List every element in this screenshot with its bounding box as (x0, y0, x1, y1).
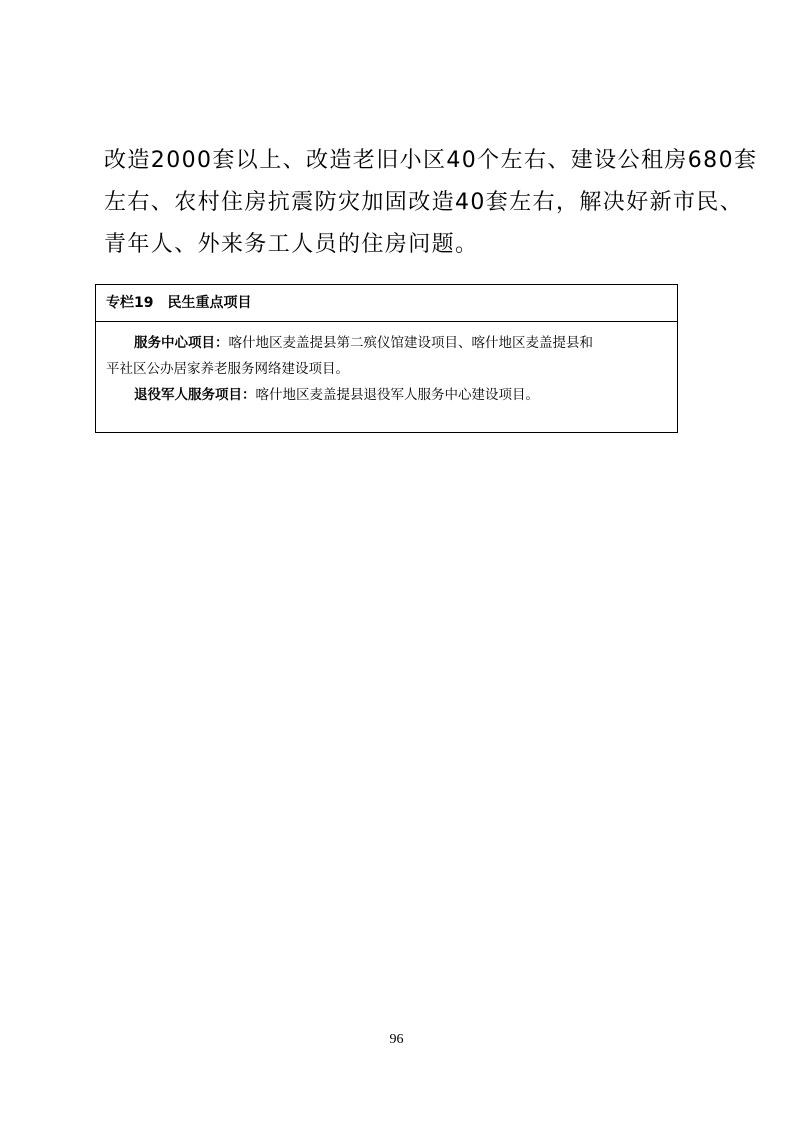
body-paragraph (104, 140, 758, 266)
column-number: 专栏19 (106, 295, 154, 311)
column-header (96, 285, 677, 322)
column-item-label: 服务中心项目： (134, 335, 229, 351)
column-body (96, 322, 677, 408)
feature-column-box (95, 284, 678, 433)
paragraph-line: 左右、农村住房抗震防灾加固改造40套左右，解决好新市民、 (104, 190, 744, 215)
column-item-text: 喀什地区麦盖提县退役军人服务中心建设项目。 (255, 387, 539, 403)
column-item (106, 330, 667, 356)
column-item-text: 平社区公办居家养老服务网络建设项目。 (106, 361, 349, 377)
column-item-label: 退役军人服务项目： (134, 387, 256, 403)
paragraph-line: 改造2000套以上、改造老旧小区40个左右、建设公租房680套 (104, 148, 758, 173)
paragraph-line: 青年人、外来务工人员的住房问题。 (104, 232, 479, 257)
page-number: 96 (389, 1032, 404, 1047)
column-item-continuation (106, 356, 667, 382)
column-title: 民生重点项目 (167, 295, 252, 311)
column-item (106, 382, 667, 408)
column-item-text: 喀什地区麦盖提县第二殡仪馆建设项目、喀什地区麦盖提县和 (228, 335, 593, 351)
